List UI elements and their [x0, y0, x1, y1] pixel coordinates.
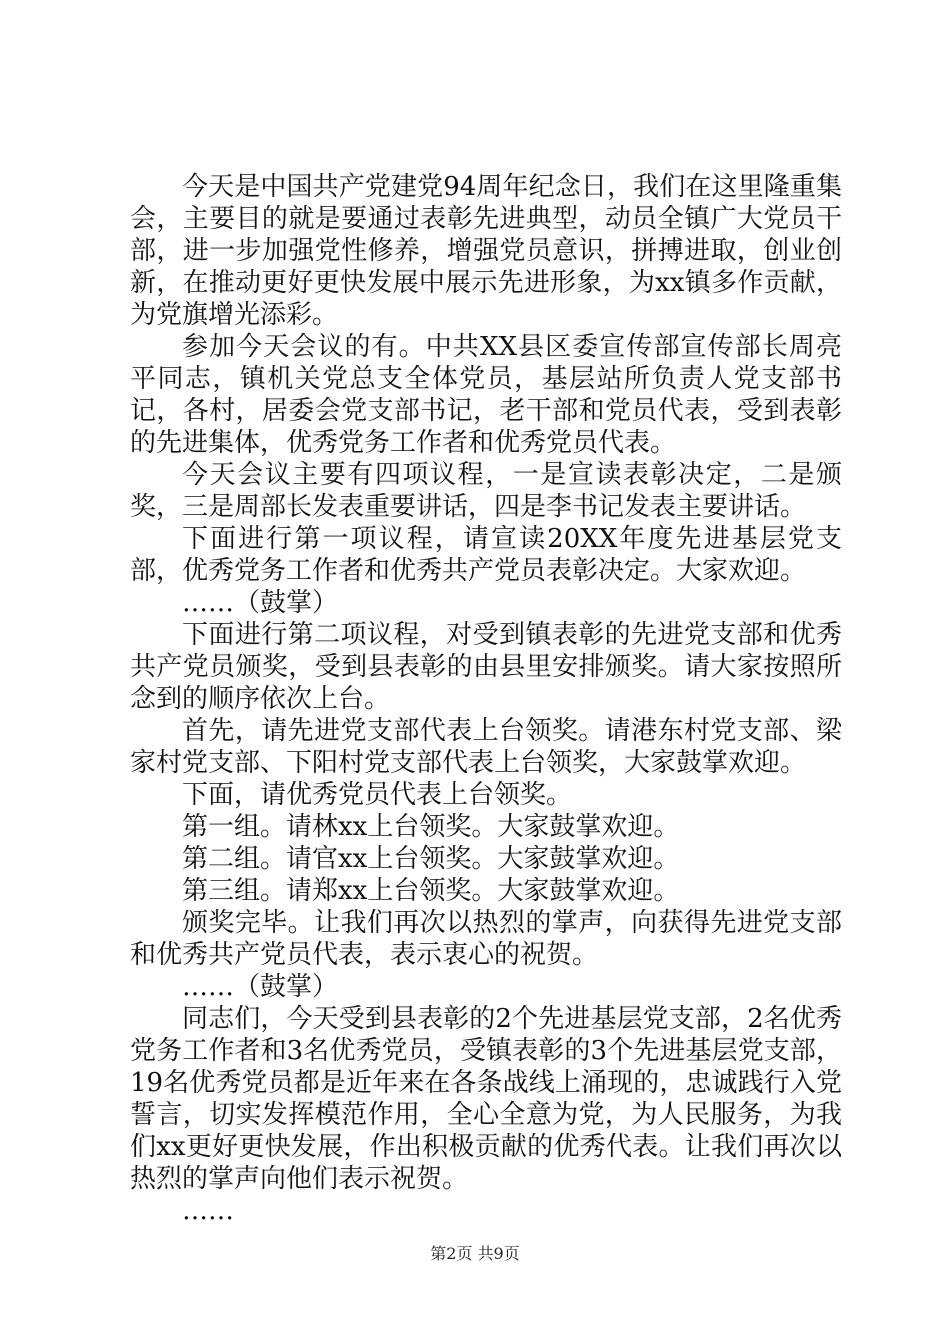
- document-body: [130, 171, 842, 1227]
- paragraph: 今天会议主要有四项议程，一是宣读表彰决定，二是颁奖，三是周部长发表重要讲话，四是李书记发表主要讲话。: [130, 460, 842, 522]
- paragraph: 首先，请先进党支部代表上台领奖。请港东村党支部、梁家村党支部、下阳村党支部代表上台领奖，大家鼓掌欢迎。: [130, 716, 842, 778]
- paragraph: 同志们，今天受到县表彰的2个先进基层党支部，2名优秀党务工作者和3名优秀党员，受镇表彰的3个先进基层党支部，19名优秀党员都是近年来在各条战线上涌现的，忠诚践行入党誓言，切实发挥模范作用，全心全意为党，为人民服务，为我们xx更好更快发展，作出积极贡献的优秀代表。让我们再次以热烈的掌声向他们表示祝贺。: [130, 1004, 842, 1194]
- paragraph: 第二组。请官xx上台领奖。大家鼓掌欢迎。: [182, 844, 680, 874]
- paragraph: 颁奖完毕。让我们再次以热烈的掌声，向获得先进党支部和优秀共产党员代表，表示衷心的祝贺。: [130, 908, 842, 970]
- paragraph: 第三组。请郑xx上台领奖。大家鼓掌欢迎。: [182, 876, 680, 906]
- paragraph: 参加今天会议的有。中共XX县区委宣传部宣传部长周亮平同志，镇机关党总支全体党员，基层站所负责人党支部书记，各村，居委会党支部书记，老干部和党员代表，受到表彰的先进集体，优秀党务工作者和优秀党员代表。: [130, 332, 842, 458]
- page-number-footer: 第2页 共9页: [430, 1244, 520, 1263]
- paragraph: 下面进行第二项议程，对受到镇表彰的先进党支部和优秀共产党员颁奖，受到县表彰的由县里安排颁奖。请大家按照所念到的顺序依次上台。: [130, 620, 842, 714]
- paragraph: 第一组。请林xx上台领奖。大家鼓掌欢迎。: [182, 812, 680, 842]
- paragraph: ……（鼓掌）: [182, 972, 339, 1002]
- paragraph: 今天是中国共产党建党94周年纪念日，我们在这里隆重集会，主要目的就是要通过表彰先进典型，动员全镇广大党员干部，进一步加强党性修养，增强党员意识，拼搏进取，创业创新，在推动更好更快发展中展示先进形象，为xx镇多作贡献，为党旗增光添彩。: [130, 172, 842, 330]
- paragraph: 下面，请优秀党员代表上台领奖。: [182, 780, 573, 810]
- paragraph: ……（鼓掌）: [182, 588, 339, 618]
- paragraph: ……: [182, 1196, 234, 1226]
- paragraph: 下面进行第一项议程，请宣读20XX年度先进基层党支部，优秀党务工作者和优秀共产党员表彰决定。大家欢迎。: [130, 524, 842, 586]
